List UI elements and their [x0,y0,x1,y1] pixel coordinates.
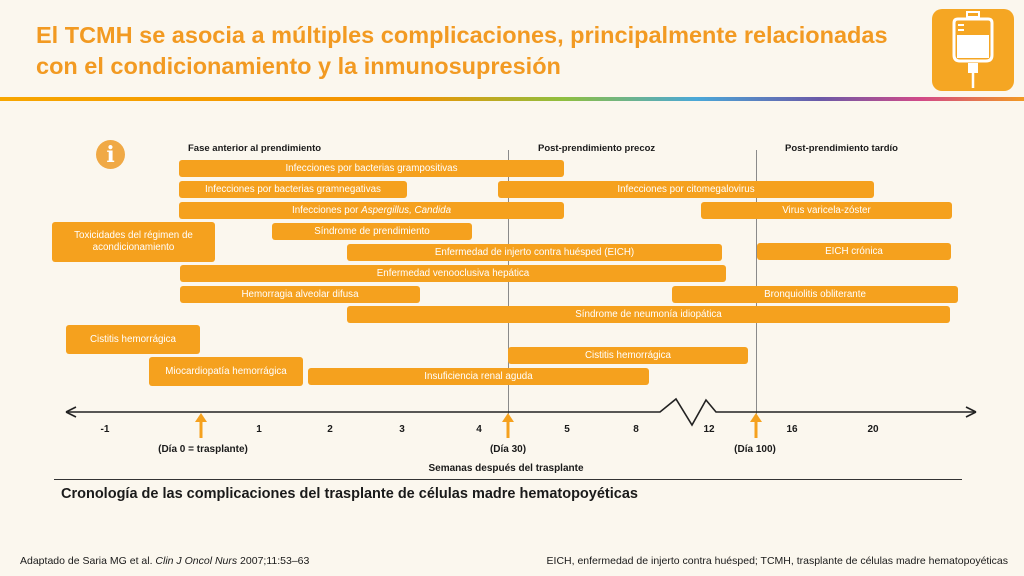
tick-label: 20 [867,424,879,435]
tick-label: 8 [633,424,639,435]
bar-hemorrhagic-cardiomyopathy: Miocardiopatía hemorrágica [149,357,303,386]
abbreviations-note: EICH, enfermedad de injerto contra huésped; TCMH, trasplante de células madre hematopoyéticas [546,555,1008,567]
phase-label-early-post: Post-prendimiento precoz [538,143,656,154]
info-icon: i [96,140,125,169]
bar-gram-positive: Infecciones por bacterias grampositivas [179,160,564,177]
reference-citation [20,555,309,567]
rainbow-divider [0,97,1024,101]
arrow-day30-icon [502,413,514,438]
page-title: El TCMH se asocia a múltiples complicaciones, principalmente relacionadas con el condicionamiento y la inmunosupresión [36,22,888,79]
axis-title: Semanas después del trasplante [428,463,584,474]
reference-prefix: Adaptado de Saria MG et al. [20,555,153,567]
bar-gram-negative: Infecciones por bacterias gramnegativas [179,181,407,198]
marker-day0-label: (Día 0 = trasplante) [158,444,248,455]
marker-day30-label: (Día 30) [489,444,527,455]
figure-caption: Cronología de las complicaciones del trasplante de células madre hematopoyéticas [61,486,638,502]
aspergillus-label-italic: Aspergillus, Candida [361,205,452,216]
bar-veno-occlusive: Enfermedad venooclusiva hepática [180,265,726,282]
iv-bag-icon [932,9,1014,91]
bar-aspergillus-candida [179,202,564,219]
bar-cytomegalovirus: Infecciones por citomegalovirus [498,181,874,198]
tick-label: 5 [564,424,570,435]
tick-label: 4 [476,424,482,435]
reference-suffix: 2007;11:53–63 [240,555,310,567]
bar-conditioning-toxicities: Toxicidades del régimen de acondicionamiento [52,222,215,262]
bar-hemorrhagic-cystitis-early: Cistitis hemorrágica [66,325,200,354]
tick-label: 12 [703,424,715,435]
aspergillus-label-prefix: Infecciones por [291,205,359,216]
bar-hemorrhagic-cystitis-late: Cistitis hemorrágica [508,347,748,364]
tick-label: -1 [100,424,110,435]
bar-alveolar-hemorrhage: Hemorragia alveolar difusa [180,286,420,303]
phase-label-late-post: Post-prendimiento tardío [785,143,898,154]
bar-idiopathic-pneumonia: Síndrome de neumonía idiopática [347,306,950,323]
timeline-axis [0,395,1024,445]
phase-label-pre-engraftment: Fase anterior al prendimiento [188,143,322,154]
tick-label: 2 [327,424,333,435]
bar-engraftment-syndrome: Síndrome de prendimiento [272,223,472,240]
caption-divider [54,479,962,480]
bar-chronic-gvhd: EICH crónica [757,243,951,260]
tick-label: 16 [786,424,798,435]
arrow-day0-icon [195,413,207,438]
tick-label: 1 [256,424,262,435]
marker-day100-label: (Día 100) [734,444,776,455]
reference-journal: Clin J Oncol Nurs [155,555,238,567]
bar-bronchiolitis-obliterans: Bronquiolitis obliterante [672,286,958,303]
tick-label: 3 [399,424,405,435]
arrow-day100-icon [750,413,762,438]
bar-gvhd: Enfermedad de injerto contra huésped (EICH) [347,244,722,261]
bar-varicella-zoster: Virus varicela-zóster [701,202,952,219]
bar-acute-renal-failure: Insuficiencia renal aguda [308,368,649,385]
